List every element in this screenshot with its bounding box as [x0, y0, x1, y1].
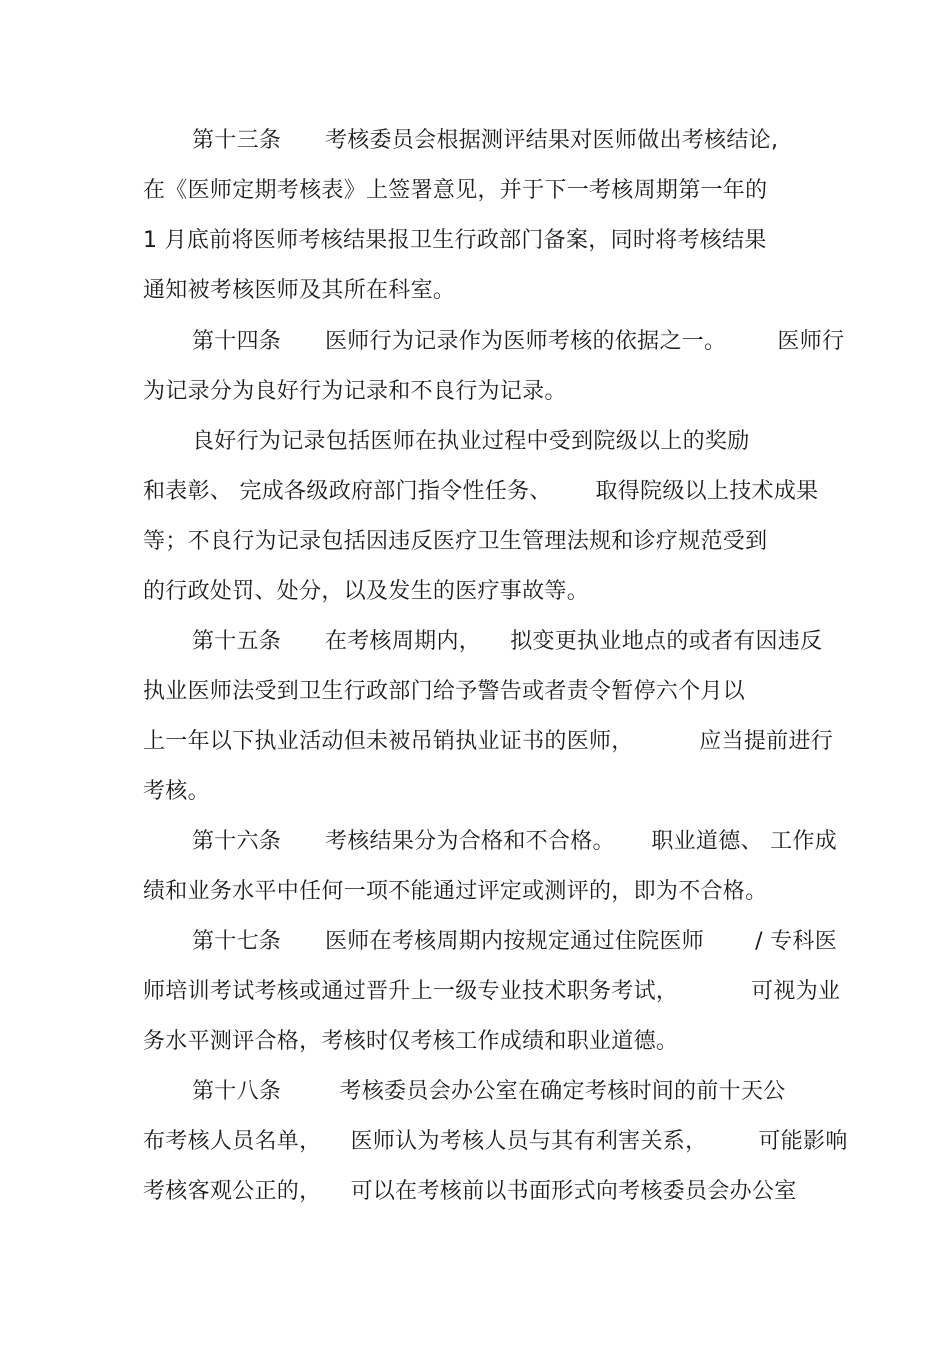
text-line: 师培训考试考核或通过晋升上一级专业技术职务考试， 可视为业	[143, 979, 841, 1004]
text-line: 考核客观公正的， 可以在考核前以书面形式向考核委员会办公室	[143, 1179, 797, 1204]
text-line: 第十五条 在考核周期内， 拟变更执业地点的或者有因违反	[192, 629, 823, 654]
text-line: 等；不良行为记录包括因违反医疗卫生管理法规和诊疗规范受到	[143, 529, 768, 554]
text-line: 第十七条 医师在考核周期内按规定通过住院医师 / 专科医	[192, 929, 838, 954]
text-line: 第十三条 考核委员会根据测评结果对医师做出考核结论,	[192, 128, 779, 153]
text-line: 第十四条 医师行为记录作为医师考核的依据之一。 医师行	[192, 329, 845, 354]
text-line: 和表彰、 完成各级政府部门指令性任务、 取得院级以上技术成果	[143, 479, 819, 504]
text-line: 第十六条 考核结果分为合格和不合格。 职业道德、 工作成	[192, 829, 838, 854]
text-line: 绩和业务水平中任何一项不能通过评定或测评的，即为不合格。	[143, 879, 768, 904]
text-line: 布考核人员名单， 医师认为考核人员与其有利害关系， 可能影响	[143, 1129, 848, 1154]
text-line: 执业医师法受到卫生行政部门给予警告或者责令暂停六个月以	[143, 679, 746, 704]
text-line: 第十八条 考核委员会办公室在确定考核时间的前十天公	[192, 1079, 786, 1104]
text-line: 通知被考核医师及其所在科室。	[143, 278, 456, 303]
text-line: 良好行为记录包括医师在执业过程中受到院级以上的奖励	[192, 429, 750, 454]
text-line: 务水平测评合格，考核时仅考核工作成绩和职业道德。	[143, 1029, 679, 1054]
text-line: 的行政处罚、处分，以及发生的医疗事故等。	[143, 579, 590, 604]
text-line: 为记录分为良好行为记录和不良行为记录。	[143, 379, 567, 404]
text-line: 1 月底前将医师考核结果报卫生行政部门备案，同时将考核结果	[143, 228, 767, 253]
text-line: 在《医师定期考核表》上签署意见，并于下一考核周期第一年的	[143, 178, 768, 203]
text-line: 上一年以下执业活动但未被吊销执业证书的医师， 应当提前进行	[143, 729, 834, 754]
text-line: 考核。	[143, 779, 210, 804]
